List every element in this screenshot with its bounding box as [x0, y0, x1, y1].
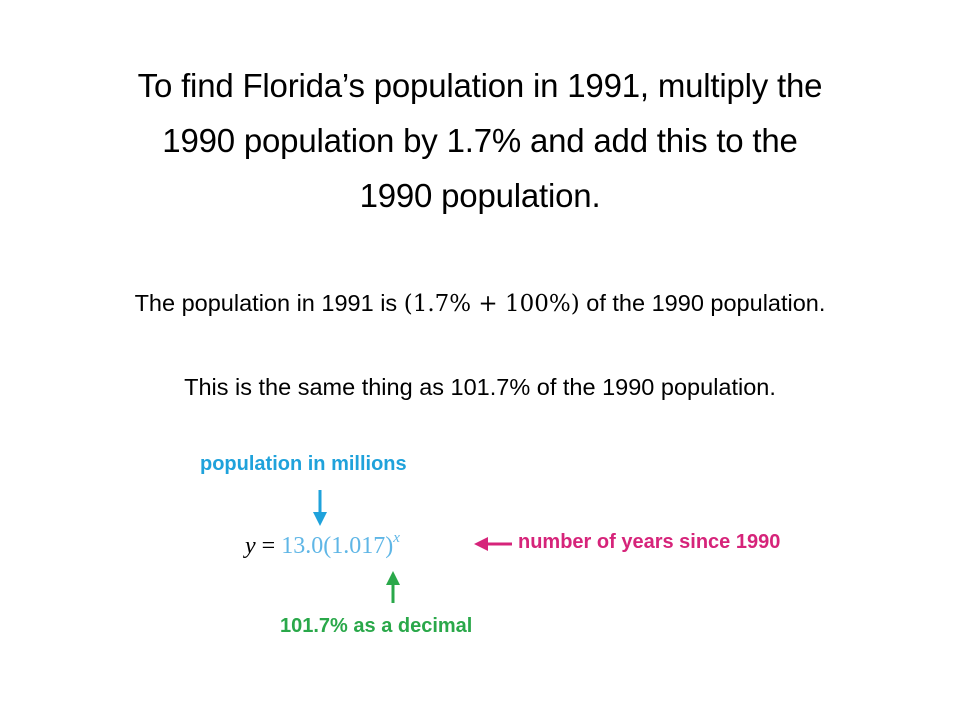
equation-equals: =	[255, 533, 282, 559]
equation-rhs: 13.0(1.017)	[281, 533, 394, 559]
annotation-population-in-millions: population in millions	[200, 453, 407, 475]
arrow-up-icon	[386, 571, 400, 603]
title-line-3: 1990 population.	[359, 177, 601, 214]
percent-sum-expression: (1.7% + 100%)	[403, 291, 580, 317]
title-line-1: To find Florida’s population in 1991, multiply the	[137, 67, 823, 104]
arrow-left-icon	[474, 537, 512, 551]
annotation-years-since-1990: number of years since 1990	[518, 531, 781, 553]
annotation-as-decimal: 101.7% as a decimal	[280, 615, 473, 637]
title-line-2: 1990 population by 1.7% and add this to the	[162, 122, 798, 159]
statement-suffix: of the 1990 population.	[579, 290, 826, 316]
equation-lhs: y	[245, 533, 256, 559]
equation-exponent: x	[393, 530, 400, 546]
statement-prefix: The population in 1991 is	[134, 290, 404, 316]
equivalence-statement: This is the same thing as 101.7% of the 1990 population.	[184, 374, 776, 400]
arrow-down-icon	[313, 490, 327, 526]
